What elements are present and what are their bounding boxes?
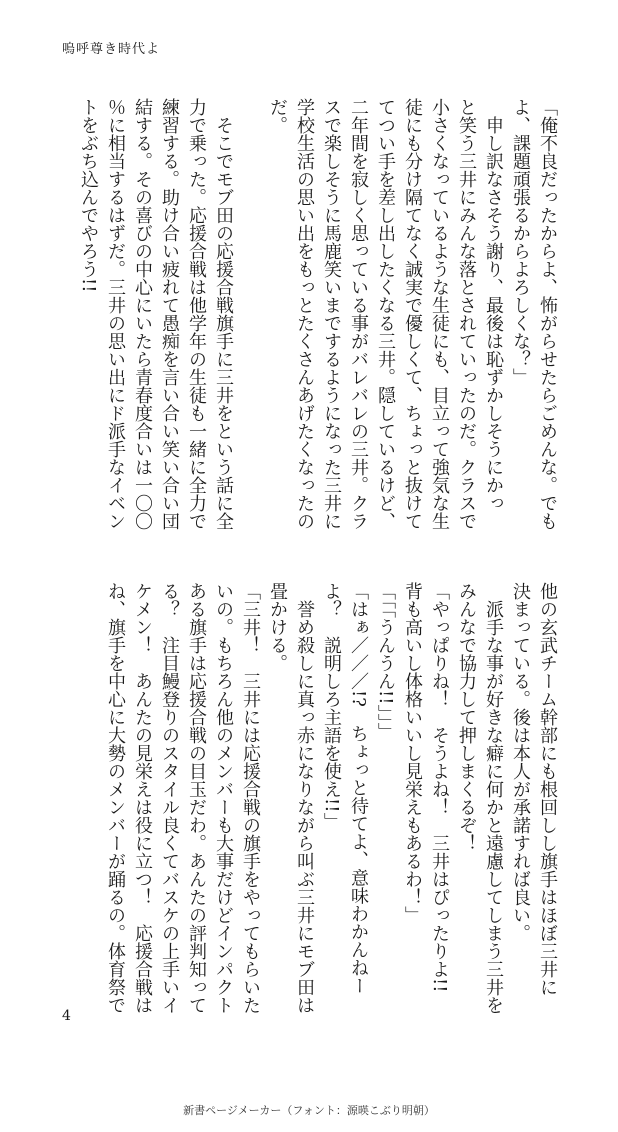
text-column: 畳かける。 — [267, 582, 288, 672]
text-column: だ。 — [267, 98, 288, 134]
text-column: よ？ 説明しろ主語を使え!!」 — [321, 582, 342, 831]
text-column: ね、旗手を中心に大勢のメンバーが踊るの。体育祭で — [105, 582, 126, 1014]
text-column: いの。もちろん他のメンバーも大事だけどインパクト — [213, 582, 234, 1014]
text-column: 決まっている。後は本人が承諾すれば良い。 — [510, 582, 531, 942]
page-number: 4 — [62, 1008, 71, 1024]
text-column: てつい手を差し出したくなる三井。隠しているけど、 — [375, 98, 396, 530]
text-column: 小さくなっているような生徒にも、目立って強気な生 — [429, 98, 450, 530]
footer-credit: 新書ページメーカー（フォント：源暎こぶり明朝） — [183, 1104, 435, 1117]
text-column: そこでモブ田の応援合戦旗手に三井をという話に全 — [213, 98, 234, 530]
text-block-top — [77, 98, 558, 530]
text-column: 「はぁ／／／!? ちょっと待てよ、意味わかんねー — [348, 582, 369, 995]
text-column: 「やっぱりね！ そうよね！ 三井はぴったりよ!! — [429, 582, 450, 993]
text-column: 徒にも分け隔てなく誠実で優しくて、ちょっと抜けて — [402, 98, 423, 530]
text-column: と笑う三井にみんな落とされていったのだ。クラスで — [456, 98, 477, 530]
text-column: 背も高いし体格いいし見栄えもあるわ！」 — [402, 582, 423, 924]
running-title: 嗚呼尊き時代よ — [62, 42, 161, 57]
text-column: よ、課題頑張るからよろしくな？」 — [510, 98, 531, 386]
text-column: 練習する。助け合い疲れて愚痴を言い合い笑い合い団 — [159, 98, 180, 530]
text-column: トをぶち込んでやろう!! — [78, 98, 99, 293]
text-column: 申し訳なさそう謝り、最後は恥ずかしそうにかっ — [483, 98, 504, 512]
text-column: る？ 注目鰻登りのスタイル良くてバスケの上手いイ — [159, 582, 180, 1014]
text-column: スで楽しそうに馬鹿笑いまでするようになった三井に — [321, 98, 342, 530]
text-column: 「俺不良だったからよ、怖がらせたらごめんな。でも — [537, 98, 558, 530]
text-column: 「「「うんうん!!」」」 — [375, 582, 396, 741]
text-column — [239, 98, 261, 530]
text-column: 二年間を寂しく思っている事がバレバレの三井。クラ — [348, 98, 369, 530]
text-column: ％に相当するはずだ。三井の思い出にド派手なイベン — [105, 98, 126, 530]
text-block-bottom — [104, 582, 558, 1014]
text-column: ある旗手は応援合戦の目玉だわ。あんたの評判知って — [186, 582, 207, 1014]
text-column: みんなで協力して押しまくるぞ！ — [456, 582, 477, 852]
text-column: 派手な事が好きな癖に何かと遠慮してしまう三井を — [483, 582, 504, 1014]
text-column: 誉め殺しに真っ赤になりながら叫ぶ三井にモブ田は — [294, 582, 315, 1014]
text-column: 力で乗った。応援合戦は他学年の生徒も一緒に全力で — [186, 98, 207, 530]
text-column: 他の玄武チーム幹部にも根回しし旗手はほぼ三井に — [537, 582, 558, 996]
text-column: ケメン！ あんたの見栄えは役に立つ！ 応援合戦は — [132, 582, 153, 1014]
text-column: 学校生活の思い出をもっとたくさんあげたくなったの — [294, 98, 315, 530]
text-column: 結する。その喜びの中心にいたら青春度合いは一〇〇 — [132, 98, 153, 530]
text-column: 「三井！ 三井には応援合戦の旗手をやってもらいた — [240, 582, 261, 1014]
